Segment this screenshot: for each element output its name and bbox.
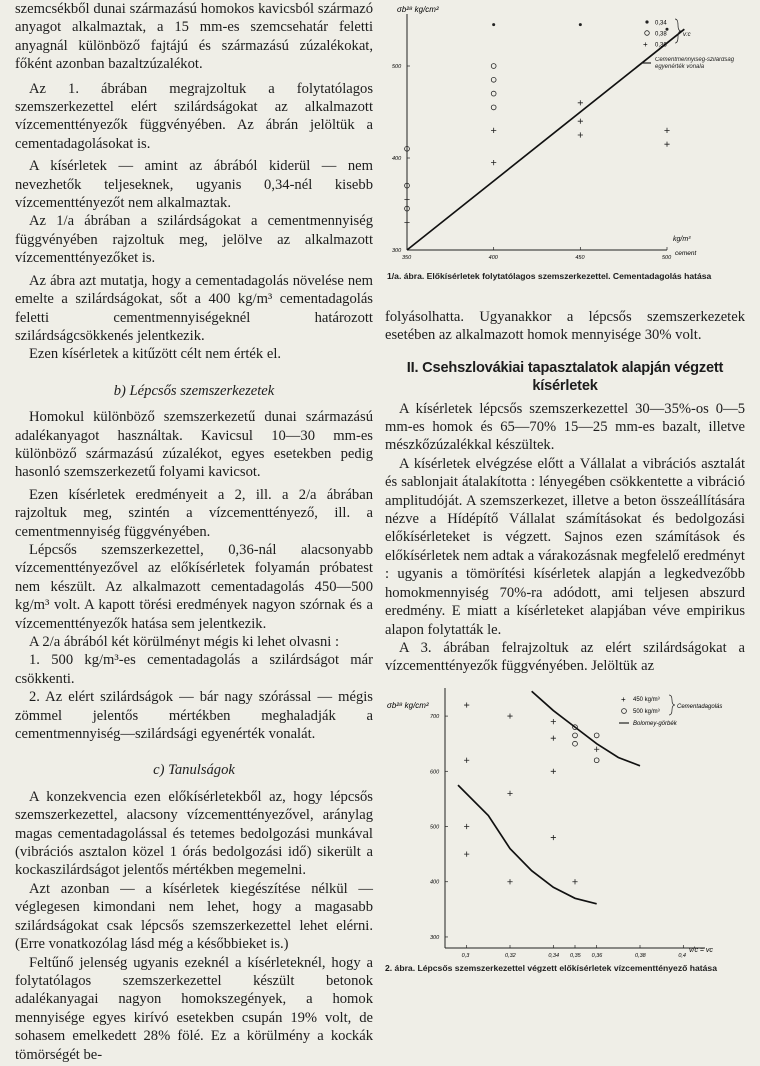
legend-label: 0,34 [655,20,667,27]
fig1-legend [641,19,745,81]
y-tick-label: 400 [392,156,402,162]
data-point [491,77,496,82]
legend-circle-marker [622,708,627,713]
paragraph: Ezen kísérletek a kitűzött célt nem érték el. [29,346,282,363]
paragraph: Lépcsős szemszerkezettel, 0,36-nál alacsonyabb vízcementtényezővel az előkísérletek folyamán próbatest nem készült. Az alkalmazott cementadagolás 450—500 kg/m³ volt. A kapott törési eredmények nagyon szórnak és a vízcementtényezők hatása sem jelentkezik. [15,541,373,632]
paragraph: A kísérletek lépcsős szemszerkezettel 30—35%-os 0—5 mm-es homok és 65—70% 15—25 mm-es bazalt, illetve mészkőzúzalékkal készültek. [385,400,745,454]
data-point [464,851,469,856]
paragraph: A kísérletek — amint az ábrából kiderül — nem nevezhetők teljeseknek, ugyanis 0,34-nél kisebb vízcementtényezőt nem alkalmaztak. [15,158,373,212]
section-heading-II: II. Csehszlovákiai tapasztalatok alapján végzett kísérletek [406,359,724,395]
paragraph: Az 1/a ábrában a szilárdságokat a cementmennyiség függvényében rajzoltuk meg, jelölve az alkalmazott vízcementtényezőket is. [15,213,373,267]
caption-number: 1/a. ábra. [387,271,425,281]
data-point [551,719,556,724]
legend-circle-marker [645,31,650,36]
data-point [464,702,469,707]
legend-label: Bolomey-görbék [633,720,677,727]
data-point [551,835,556,840]
paragraph: Az 1. ábrában megrajzoltuk a folytatólagos szemszerkezettel elért szilárdságokat az alkalmazott vízcementtényezők függvényében. Az ábrán jelöltük a cementadagolásokat is. [15,80,373,152]
figure-1a-caption [385,271,745,282]
x-tick-label: 0,38 [635,952,646,959]
y-tick-label: 500 [430,824,440,831]
fig2-marks [458,691,640,904]
data-point [578,119,583,124]
fig1-xsub: cement [675,250,697,257]
caption-number: 2. ábra. [385,962,416,973]
y-tick-label: 300 [392,248,402,254]
figure-1a [385,0,745,308]
data-point [464,757,469,762]
x-tick-label: 350 [402,255,412,261]
data-point [491,128,496,133]
left-column [15,0,373,1064]
data-point [404,220,409,225]
paragraph: 1. 500 kg/m³-es cementadagolás a szilárdságot már csökkenti. [15,652,373,687]
series-line [407,29,684,250]
paragraph: Feltűnő jelenség ugyanis ezeknél a kísérleteknél, hogy a folytatólagos szemszerkezettel készült betonok adalékanyagai nagyon homokszegények, a homok mennyisége egyes kirívó esetekben csupán 19% volt, de sohasem emelkedett 28% fölé. Ez a körülmény a kockák tömörségét be- [15,954,373,1063]
data-point [594,746,599,751]
x-tick-label: 500 [662,255,672,261]
y-tick-label: 400 [430,879,440,886]
x-tick-label: 400 [488,255,498,261]
data-point [572,879,577,884]
x-tick-label: 0,36 [591,952,603,959]
paragraph: 2. Az elért szilárdságok — bár nagy szórással — mégis zömmel jelentős mértékben meghaladják a cementmennyiség—szilárdsági egyenérték vonalát. [15,689,373,743]
y-tick-label: 500 [392,64,402,70]
fig2-xlabel: v/c = vc [689,946,713,954]
x-tick-label: 0,34 [548,952,560,959]
legend-brace-label: Cementadagolás [677,703,723,710]
legend-dot-marker [645,20,648,23]
data-point [491,160,496,165]
paragraph: A konzekvencia ezen előkísérletekből az, hogy lépcsős szemszerkezettel, alacsony vízcementtényezővel, aránylag magas cementadagolással és tetemes bedolgozási munkával (vibrációs asztalon közel 1 órás bedolgozási idő) sikerült a kockaszilárdságot jelentős mértékben megemelni. [15,788,373,879]
legend-label: 0,38 [655,31,667,38]
data-point [666,28,669,31]
paragraph: Homokul különböző szemszerkezetű dunai származású adalékanyagot használtak. Kavicsul 10—30 mm-es különböző származású zúzalékot, egyes esetekben pedig hasonló szemszerkezetű folyami kavicsot. [15,409,373,481]
data-point [491,105,496,110]
x-tick-label: 0,3 [461,952,470,959]
figure-2-caption [385,963,745,974]
data-point [492,23,495,26]
data-point [594,758,599,763]
figure-1a-chart [385,0,745,275]
legend-plus-marker: + [643,40,648,49]
data-point [579,23,582,26]
fig1-marks [404,20,684,250]
data-point [507,879,512,884]
figure-2 [385,682,745,974]
paragraph: A 3. ábrában felrajzoltuk az elért szilárdságokat a vízcementtényezők függvényében. Jelöltük az [385,639,745,675]
section-heading-b: b) Lépcsős szemszerkezetek [113,382,275,399]
y-tick-label: 700 [430,713,440,720]
fig2-ylabel: σb²⁸ kg/cm² [387,700,429,710]
x-tick-label: 0,35 [570,952,581,959]
data-point [507,791,512,796]
x-tick-label: 450 [575,255,585,261]
right-column [385,0,745,973]
data-point [573,741,578,746]
y-tick-label: 600 [430,769,440,776]
fig1-ylabel: σb²⁸ kg/cm² [397,5,439,14]
data-point [578,132,583,137]
series-line [458,785,597,904]
caption-text: Lépcsős szemszerkezettel végzett előkísérletek vízcementtényező hatása [417,962,717,973]
paragraph: A 2/a ábrából két körülményt mégis ki lehet olvasni : [29,634,340,650]
data-point [578,100,583,105]
legend-brace [669,695,675,715]
data-point [507,713,512,718]
legend-label: Cementmennyiség-szilárdság egyenérték vonala [655,57,735,70]
legend-label: 450 kg/m³ [633,696,660,703]
legend-label: 0,36 [655,42,667,49]
paragraph: Az ábra azt mutatja, hogy a cementadagolás növelése nem emelte a szilárdságokat, sőt a 400 kg/m³ cementadagolás feletti cementmennyiségeknél határozott szilárdságcsökkenés jelentkezik. [15,272,373,344]
x-tick-label: 0,4 [678,952,686,959]
data-point [491,91,496,96]
data-point [664,128,669,133]
figure-2-chart [385,682,745,967]
data-point [573,733,578,738]
data-point [594,733,599,738]
paragraph: folyásolhatta. Ugyanakkor a lépcsős szemszerkezetek esetében az alkalmazott homok mennyisége 30% volt. [385,309,745,344]
fig2-axes [430,688,705,959]
paragraph: Ezen kísérletek eredményeit a 2, ill. a 2/a ábrában rajzoltuk meg, szintén a vízcementtényező, ill. a cementmennyiség függvényében. [15,486,373,540]
data-point [491,64,496,69]
data-point [664,142,669,147]
data-point [404,197,409,202]
paragraph: szemcsékből dunai származású homokos kavicsból származó anyagot alkalmaztak, a 15 mm-es szemcsehatár feletti anyagnál különböző fajtájú és származású zúzalékokat, főként azonban bazaltzúzalékot. [15,1,373,73]
fig1-axes [392,14,672,261]
data-point [464,824,469,829]
data-point [551,768,556,773]
data-point [551,735,556,740]
legend-brace-label: v:c [683,32,691,38]
legend-brace [675,19,681,43]
paragraph: A kísérletek elvégzése előtt a Vállalat a vibrációs asztalát és sablonjait átalakította : lényegében csökkentette a vibráció amplitudóját. A szemszerkezet, illetve a beton összeállítására nézve a Hídépítő Vállalat számításokat és bedolgozási előkísérleteket is végzett. Sajnos ezen számítások és előkísérletek nem adtak a várakozásnak megfelelő eredményt : ugyanis a tömörítési kísérletek alapján a legkedvezőbb homokmennyiség 70%-ra adódott, ami teljesen abszurd eredmény. E miatt a kísérleteket alapjában véve empirikus alapon folytatták le. [385,455,745,638]
x-tick-label: 0,32 [505,952,516,959]
caption-text: Előkísérletek folytatólagos szemszerkezettel. Cementadagolás hatása [426,271,712,281]
fig1-xlabel: kg/m³ [673,236,691,243]
paragraph: Azt azonban — a kísérletek kiegészítése nélkül — véglegesen kimondani nem lehet, hogy a magasabb szilárdságokat csak lépcsős szemszerkezettel lehet elérni. (Erre vonatkozólag lásd még a későbbieket is.) [15,880,373,953]
legend-plus-marker: + [621,694,626,704]
section-heading-c: c) Tanulságok [153,762,235,779]
legend-label: 500 kg/m³ [633,708,660,715]
y-tick-label: 300 [430,934,440,941]
fig2-legend [619,695,722,727]
